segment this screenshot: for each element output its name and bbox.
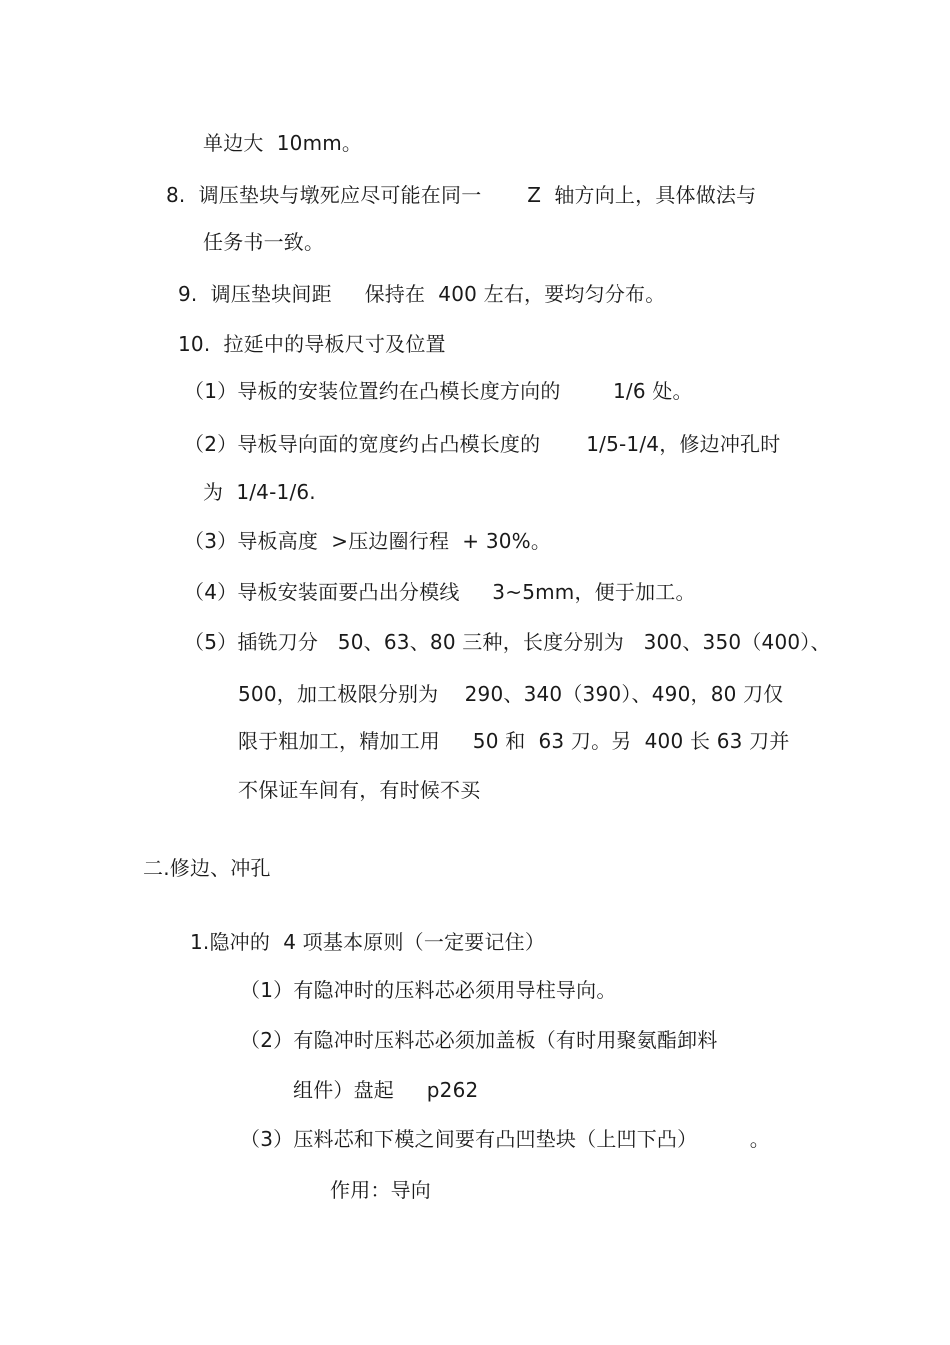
sub-item-2: （2）导板导向面的宽度约占凸模长度的 1/5-1/4，修边冲孔时 <box>184 432 781 456</box>
sub-item-2-continuation: 为 1/4-1/6. <box>203 480 316 504</box>
principle-3-purpose: 作用：导向 <box>330 1178 431 1202</box>
list-item-10: 10. 拉延中的导板尺寸及位置 <box>178 332 446 356</box>
principle-2-continuation: 组件）盘起 p262 <box>293 1078 479 1102</box>
sub-item-5: （5）插铣刀分 50、63、80 三种，长度分别为 300、350（400）、 <box>184 630 831 654</box>
sub-item-4: （4）导板安装面要凸出分模线 3~5mm，便于加工。 <box>184 580 696 604</box>
sub-item-3: （3）导板高度 >压边圈行程 + 30%。 <box>184 529 552 553</box>
sub-item-5-line-3: 限于粗加工，精加工用 50 和 63 刀。另 400 长 63 刀并 <box>238 729 790 753</box>
principle-1: （1）有隐冲时的压料芯必须用导柱导向。 <box>240 978 617 1002</box>
sub-item-1: （1）导板的安装位置约在凸模长度方向的 1/6 处。 <box>184 379 693 403</box>
list-item-8: 8. 调压垫块与墩死应尽可能在同一 Z 轴方向上，具体做法与 <box>166 183 757 207</box>
principle-3: （3）压料芯和下模之间要有凸凹垫块（上凹下凸） 。 <box>240 1127 770 1151</box>
list-item-8-continuation: 任务书一致。 <box>203 230 325 254</box>
sub-item-5-line-2: 500，加工极限分别为 290、340（390）、490，80 刀仅 <box>238 682 784 706</box>
principle-2: （2）有隐冲时压料芯必须加盖板（有时用聚氨酯卸料 <box>240 1028 718 1052</box>
principles-heading: 1.隐冲的 4 项基本原则（一定要记住） <box>190 930 546 954</box>
sub-item-5-line-4: 不保证车间有，有时候不买 <box>238 778 481 802</box>
list-item-9: 9. 调压垫块间距 保持在 400 左右，要均匀分布。 <box>178 282 666 306</box>
text-line-1: 单边大 10mm。 <box>203 131 363 155</box>
section-heading: 二.修边、冲孔 <box>143 856 271 880</box>
